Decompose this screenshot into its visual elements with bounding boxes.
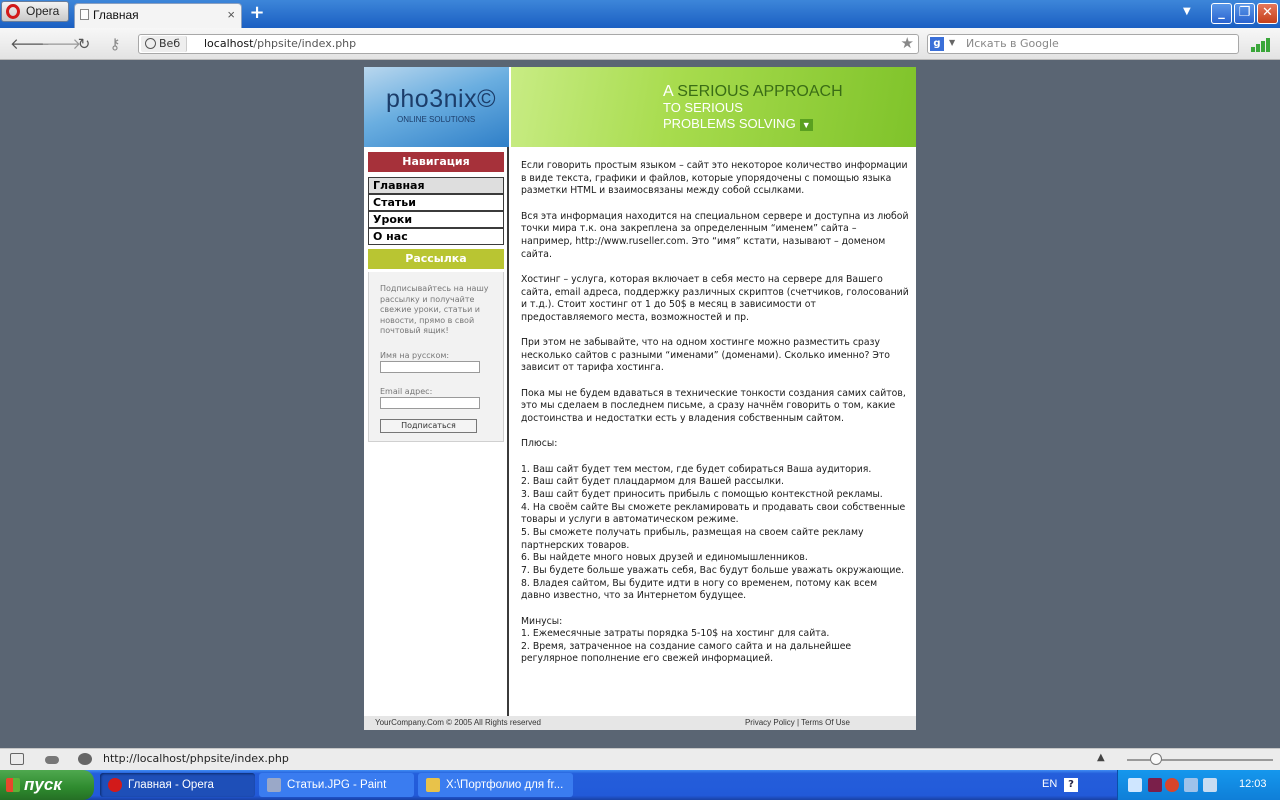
zoom-slider[interactable] (1127, 759, 1273, 761)
app-tray-icon[interactable] (1148, 778, 1162, 792)
page-viewport (0, 61, 1280, 748)
site-header (364, 67, 916, 147)
logo-tagline: ONLINE SOLUTIONS (397, 115, 476, 124)
page-icon (80, 9, 89, 20)
maximize-button[interactable]: ❐ (1234, 3, 1255, 24)
article-paragraph: Хостинг – услуга, которая включает в себя место на сервере для Вашего сайта, email адреса, поддержку различных скриптов (счетчиков, голосований и т.д.). Стоит хостинг от 1 до 50$ в месяц в зависимости от предоставляемого места, возможностей и пр. (521, 273, 909, 323)
search-placeholder: Искать в Google (966, 37, 1059, 50)
opera-menu-button[interactable] (1, 1, 69, 22)
globe-icon (145, 38, 156, 49)
opera-menu-label: Opera (26, 4, 60, 18)
logo[interactable] (364, 67, 509, 147)
nav-item-about[interactable]: О нас (368, 228, 504, 245)
language-indicator[interactable]: EN (1042, 778, 1058, 790)
start-label: пуск (24, 775, 62, 794)
task-label: X:\Портфолио для fr... (446, 779, 564, 791)
list-item: 3. Ваш сайт будет приносить прибыль с помощью контекстной рекламы. (521, 488, 883, 500)
taskbar-item-paint[interactable] (259, 773, 414, 797)
windows-logo-icon (6, 778, 20, 792)
panel-toggle-icon[interactable] (10, 753, 24, 765)
clock: 12:03 (1239, 778, 1267, 790)
list-item: 2. Время, затраченное на создание самого сайта и на дальнейшее регулярное пополнение его свежей информацией. (521, 640, 852, 665)
taskbar-item-opera[interactable] (100, 773, 255, 797)
cloud-icon[interactable] (45, 756, 59, 764)
search-engine-chevron-down-icon[interactable]: ▼ (949, 38, 956, 47)
key-icon[interactable]: ⚷ (109, 35, 121, 53)
browser-tab-bar (0, 0, 1280, 28)
arrow-up-icon[interactable]: ▲ (1097, 752, 1105, 763)
search-input[interactable] (927, 34, 1239, 54)
task-label: Главная - Opera (128, 779, 214, 791)
list-item: 1. Ежемесячные затраты порядка 5-10$ на хостинг для сайта. (521, 628, 830, 640)
pros-title: Плюсы: (521, 438, 558, 450)
opera-tray-icon[interactable] (1165, 778, 1179, 792)
article-paragraph: Пока мы не будем вдаваться в технические тонкости создания самих сайтов, это мы сделаем в последнем письме, а сразу начнём говорить о том, какие достоинства и недостатки есть у владения собственным сайтом. (521, 387, 906, 425)
list-item: 6. Вы найдете много новых друзей и единомышленников. (521, 552, 808, 564)
list-item: 2. Ваш сайт будет плацдармом для Вашей рассылки. (521, 476, 785, 488)
email-field[interactable] (380, 397, 480, 409)
system-tray (1117, 770, 1280, 800)
email-label: Email адрес: (380, 387, 433, 396)
website (364, 67, 916, 730)
nav-title: Навигация (368, 152, 504, 172)
newsletter-description: Подписывайтесь на нашу рассылку и получайте свежие уроки, статьи и новости, прямо в свой почтовый ящик! (380, 284, 489, 335)
bookmark-star-icon[interactable]: ★ (900, 34, 914, 52)
tab-title: Главная (93, 8, 139, 22)
banner-line-3: PROBLEMS SOLVING (663, 116, 796, 131)
list-item: 5. Вы сможете получать прибыль, размещая на своем сайте рекламу партнерских товаров. (521, 526, 864, 551)
web-badge[interactable] (141, 36, 187, 52)
start-button[interactable] (0, 770, 94, 800)
reload-icon[interactable]: ↻ (77, 35, 91, 53)
pros-list (521, 464, 909, 603)
taskbar (0, 770, 1280, 800)
nav-item-home[interactable]: Главная (368, 177, 504, 194)
task-label: Статьи.JPG - Paint (287, 779, 387, 791)
cons-list (521, 628, 909, 666)
google-icon[interactable]: g (930, 37, 944, 51)
address-bar[interactable] (138, 34, 919, 54)
back-arrow-icon[interactable]: 🡐 (10, 35, 51, 53)
article-paragraph: Вся эта информация находится на специальном сервере и доступна из любой точки мира т.к. она закреплена за определенным “именем” сайта – например, http://www.ruseller.com. Это “имя” кстати, называют – доменом сайта. (521, 210, 909, 260)
cons-title: Минусы: (521, 615, 563, 627)
browser-toolbar (0, 28, 1280, 60)
folder-icon (426, 778, 440, 792)
speed-dial-icon[interactable] (78, 753, 92, 765)
zoom-slider-handle[interactable] (1150, 753, 1162, 765)
banner-line-2: TO SERIOUS (663, 100, 743, 115)
header-banner (511, 67, 916, 147)
banner-text-a: A (663, 83, 673, 100)
list-item: 8. Владея сайтом, Вы будите идти в ногу со временем, потому как всем давно известно, что за Интернетом будущее. (521, 577, 878, 602)
footer-links[interactable]: Privacy Policy | Terms Of Use (744, 718, 850, 727)
subscribe-button[interactable]: Подписаться (380, 419, 477, 433)
url-path: /phpsite/index.php (253, 37, 357, 50)
signal-tray-icon[interactable] (1184, 778, 1198, 792)
help-icon[interactable]: ? (1064, 778, 1078, 792)
forward-arrow-icon[interactable]: 🡒 (41, 35, 82, 53)
newsletter-title: Рассылка (368, 249, 504, 269)
list-item: 4. На своём сайте Вы сможете рекламировать и продавать свои собственные товары и услуги в автоматическом режиме. (521, 501, 906, 526)
volume-icon[interactable] (1203, 778, 1217, 792)
banner-text-b: SERIOUS APPROACH (677, 83, 843, 100)
opera-logo-icon (6, 4, 20, 19)
newsletter-form (368, 272, 504, 442)
opera-icon (108, 778, 122, 792)
tab-close-icon[interactable]: × (227, 7, 235, 22)
site-footer (364, 716, 916, 730)
name-field[interactable] (380, 361, 480, 373)
url-host: localhost (204, 37, 254, 50)
logo-text: pho3nix© (386, 85, 496, 113)
minimize-button[interactable]: _ (1211, 3, 1232, 24)
article-content (521, 160, 909, 666)
article-paragraph: Если говорить простым языком – сайт это некоторое количество информации в виде текста, графики и файлов, которые упорядочены с помощью языка разметки HTML и взаимосвязаны между собой ссылками. (521, 160, 908, 197)
arrow-down-icon: ▼ (800, 119, 813, 131)
tab-active[interactable] (74, 3, 242, 28)
article-paragraph: При этом не забывайте, что на одном хостинге можно разместить сразу несколько сайтов с разными “именами” (доменами). Сколько именно? Это зависит от тарифа хостинга. (521, 337, 890, 374)
network-icon[interactable] (1128, 778, 1142, 792)
close-window-button[interactable]: ✕ (1257, 3, 1278, 24)
nav-item-articles[interactable]: Статьи (368, 194, 504, 211)
tab-list-chevron-down-icon[interactable]: ▼ (1183, 6, 1191, 17)
nav-item-lessons[interactable]: Уроки (368, 211, 504, 228)
taskbar-item-folder[interactable] (418, 773, 573, 797)
footer-copyright: YourCompany.Com © 2005 All Rights reserved (375, 718, 541, 727)
name-label: Имя на русском: (380, 351, 450, 360)
url-input[interactable] (204, 36, 356, 52)
list-item: 7. Вы будете больше уважать себя, Вас будут больше уважать окружающие. (521, 564, 905, 576)
paint-icon (267, 778, 281, 792)
web-badge-label: Веб (159, 37, 181, 50)
list-item: 1. Ваш сайт будет тем местом, где будет собираться Ваша аудитория. (521, 463, 872, 475)
status-url: http://localhost/phpsite/index.php (103, 752, 289, 765)
status-bar (0, 748, 1280, 770)
banner-slogan (663, 84, 843, 132)
sidebar (364, 147, 509, 716)
new-tab-button[interactable]: + (249, 2, 265, 23)
signal-bars-icon[interactable] (1251, 38, 1269, 52)
